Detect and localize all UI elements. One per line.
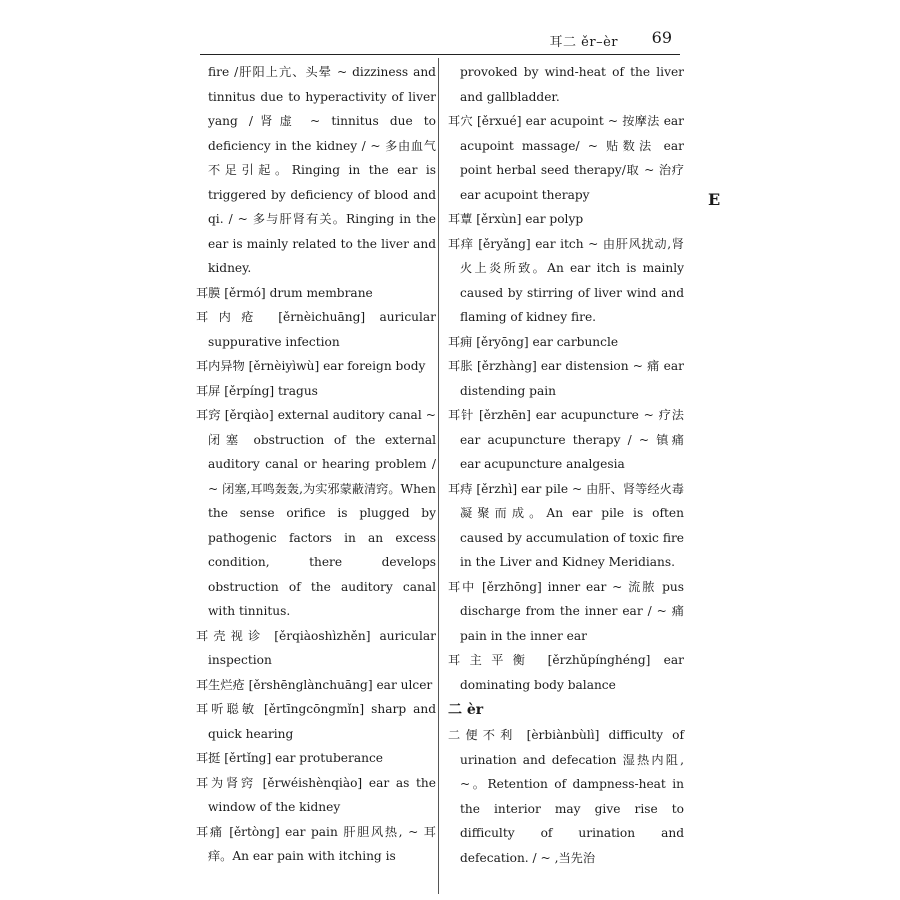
dictionary-entry: 耳痒 [ěryǎng] ear itch ~ 由肝风扰动,肾火上炎所致。An ear itch is mainly caused by stirring of liver wind and flaming of kidney fire. (448, 236, 684, 324)
dictionary-entry: 耳窍 [ěrqiào] external auditory canal ~ 闭塞 obstruction of the external auditory canal or hearing problem / ~ 闭塞,耳鸣轰轰,为实邪蒙蔽清窍。When the sense orifice is plugged by pathogenic factors in an excess condition, there develops obstruction of the auditory canal with tinnitus. (196, 408, 436, 618)
dictionary-entry: 耳内异物 [ěrnèiyìwù] ear foreign body (196, 359, 426, 373)
dictionary-entry: 耳痛 [ěrtòng] ear pain 肝胆风热, ~ 耳痒。An ear pain with itching is (196, 824, 436, 863)
right-column (448, 60, 684, 870)
dictionary-entry: 耳挺 [ěrtǐng] ear protuberance (196, 751, 384, 765)
dictionary-entry: 耳生烂疮 [ěrshēnglànchuāng] ear ulcer (196, 677, 433, 692)
section-heading: 二 èr (448, 702, 484, 718)
running-head: 耳二 ěr–èr (549, 35, 618, 50)
dictionary-entry: 耳壳视诊 [ěrqiàoshìzhěn] auricular inspection (196, 628, 436, 667)
dictionary-entry: fire /肝阳上亢、头晕 ~ dizziness and tinnitus due to hyperactivity of liver yang /肾虚 ~ tinnitus due to deficiency in the kidney / ~ 多由血气不足引起。Ringing in the ear is triggered by deficiency of blood and qi. / ~ 多与肝肾有关。Ringing in the ear is mainly related to the liver and kidney. (208, 65, 436, 275)
dictionary-entry: 耳膜 [ěrmó] drum membrane (196, 285, 373, 300)
page-number: 69 (651, 28, 672, 47)
dictionary-entry: 耳中 [ěrzhōng] inner ear ~ 流脓 pus discharge from the inner ear / ~ 痛 pain in the inner ear (448, 579, 684, 643)
page-header (200, 26, 680, 55)
dictionary-entry: 耳内疮 [ěrnèichuāng] auricular suppurative infection (196, 310, 436, 349)
dictionary-entry: 耳为肾窍 [ěrwéishènqiào] ear as the window of the kidney (196, 775, 436, 814)
dictionary-entry: 耳痔 [ěrzhì] ear pile ~ 由肝、肾等经火毒凝聚而成。An ear pile is often caused by accumulation of toxic fire in the Liver and Kidney Meridians. (448, 481, 684, 569)
left-column (196, 60, 436, 869)
dictionary-entry: 耳痈 [ěryōng] ear carbuncle (448, 334, 619, 349)
dictionary-entry: 耳蕈 [ěrxùn] ear polyp (448, 212, 584, 226)
dictionary-entry: 耳胀 [ěrzhàng] ear distension ~ 痛 ear distending pain (448, 359, 684, 398)
dictionary-entry: 耳穴 [ěrxué] ear acupoint ~ 按摩法 ear acupoint massage/ ~ 贴数法 ear point herbal seed therapy/取 ~ 治疗 ear acupoint therapy (448, 114, 684, 202)
dictionary-entry: 耳听聪敏 [ěrtīngcōngmǐn] sharp and quick hearing (196, 702, 436, 741)
dictionary-entry: 耳针 [ěrzhēn] ear acupuncture ~ 疗法 ear acupuncture therapy / ~ 镇痛 ear acupuncture analgesia (448, 408, 684, 471)
column-divider (438, 58, 439, 894)
dictionary-entry: 耳屏 [ěrpíng] tragus (196, 383, 318, 398)
thumb-index-letter: E (708, 190, 721, 209)
dictionary-entry: 耳主平衡 [ěrzhǔpínghéng] ear dominating body balance (448, 653, 684, 692)
dictionary-entry: 二便不利 [èrbiànbùlì] difficulty of urination and defecation 湿热内阻, ~。Retention of dampness-heat in the interior may give rise to difficulty of urination and defecation. / ~ ,当先治 (448, 728, 684, 865)
dictionary-entry: provoked by wind-heat of the liver and gallbladder. (460, 65, 684, 104)
